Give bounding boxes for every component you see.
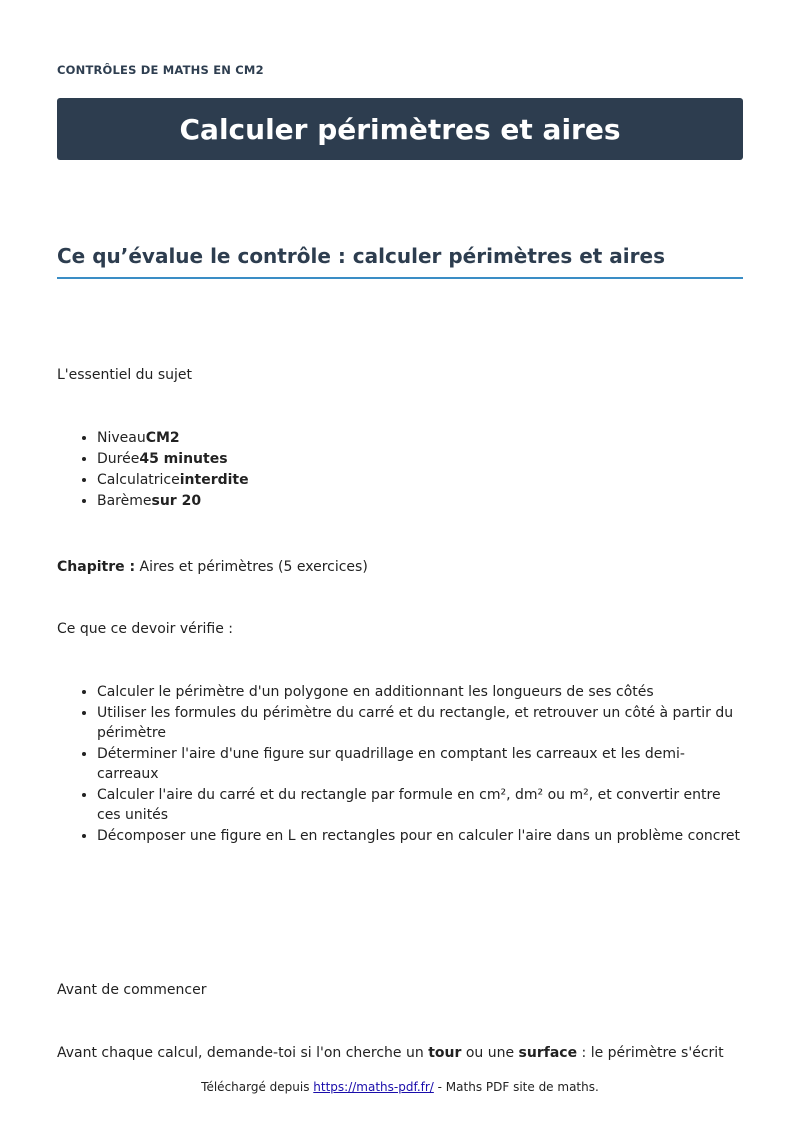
item-value: sur 20 bbox=[151, 493, 202, 509]
item-label: Durée bbox=[97, 451, 140, 467]
title-banner bbox=[57, 98, 743, 160]
keyword-tour: tour bbox=[428, 1045, 462, 1061]
section-title: Ce qu’évalue le contrôle : calculer périmètres et aires bbox=[57, 244, 743, 279]
list-item: • Calculer l'aire du carré et du rectangle par formule en cm², dm² ou m², et convertir entre ces unités bbox=[97, 785, 743, 826]
page-title: Calculer périmètres et aires bbox=[179, 112, 621, 146]
item-value: interdite bbox=[179, 472, 249, 488]
text-fragment: : le périmètre s'écrit bbox=[577, 1045, 724, 1061]
list-item: • Décomposer une figure en L en rectangles pour en calculer l'aire dans un problème concret bbox=[97, 826, 743, 847]
goals-list bbox=[57, 682, 743, 846]
footer-suffix: - Maths PDF site de maths. bbox=[433, 1080, 599, 1094]
list-item bbox=[97, 449, 743, 470]
goals-heading: Ce que ce devoir vérifie : bbox=[57, 621, 234, 637]
list-item: • Déterminer l'aire d'une figure sur quadrillage en comptant les carreaux et les demi-carreaux bbox=[97, 744, 743, 785]
chapter-text: Aires et périmètres (5 exercices) bbox=[135, 559, 368, 575]
list-item bbox=[97, 470, 743, 491]
item-value: 45 minutes bbox=[139, 451, 228, 467]
footer-prefix: Téléchargé depuis bbox=[201, 1080, 314, 1094]
chapter-line bbox=[57, 557, 368, 577]
keyword-surface: surface bbox=[518, 1045, 578, 1061]
list-item bbox=[97, 491, 743, 512]
essentials-list bbox=[57, 428, 743, 512]
list-item bbox=[97, 428, 743, 449]
item-label: Calculatrice bbox=[97, 472, 180, 488]
item-label: Barème bbox=[97, 493, 152, 509]
chapter-label: Chapitre : bbox=[57, 559, 136, 575]
item-value: CM2 bbox=[145, 430, 180, 446]
list-item: • Calculer le périmètre d'un polygone en additionnant les longueurs de ses côtés bbox=[97, 682, 743, 703]
list-item: • Utiliser les formules du périmètre du carré et du rectangle, et retrouver un côté à partir du périmètre bbox=[97, 703, 743, 744]
footer-link[interactable]: https://maths-pdf.fr/ bbox=[313, 1080, 434, 1094]
series-label: CONTRÔLES DE MATHS EN CM2 bbox=[57, 63, 264, 77]
footer bbox=[0, 1080, 800, 1094]
item-label: Niveau bbox=[97, 430, 146, 446]
before-heading: Avant de commencer bbox=[57, 982, 207, 998]
before-text bbox=[57, 1043, 757, 1063]
essentials-heading: L'essentiel du sujet bbox=[57, 367, 193, 383]
text-fragment: Avant chaque calcul, demande-toi si l'on cherche un bbox=[57, 1045, 429, 1061]
text-fragment: ou une bbox=[461, 1045, 519, 1061]
